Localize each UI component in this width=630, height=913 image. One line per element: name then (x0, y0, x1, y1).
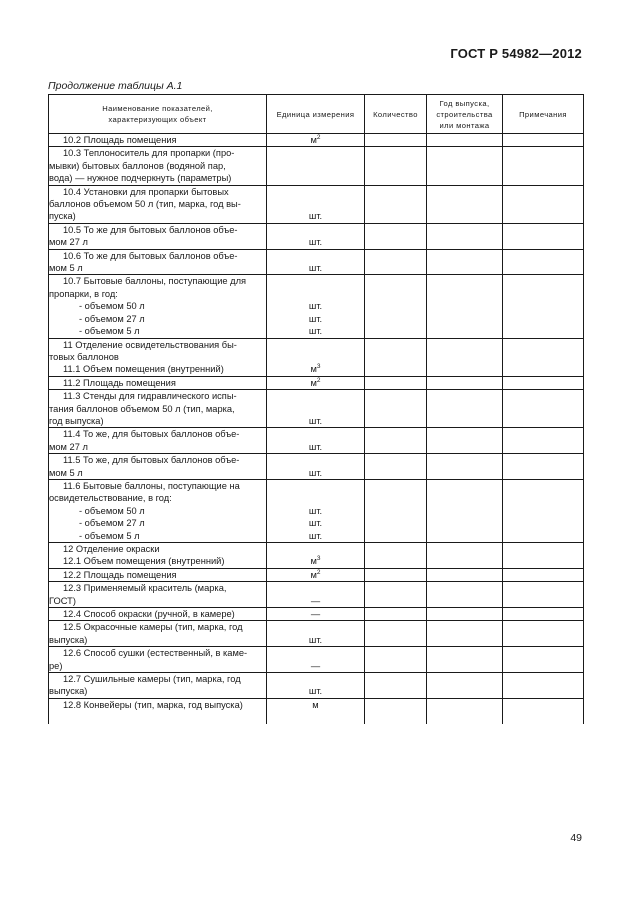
cell-notes (503, 673, 584, 699)
unit-base: м (310, 556, 317, 567)
cell-year (427, 390, 503, 428)
unit-value: — (310, 609, 321, 620)
cell-unit (267, 673, 365, 699)
page-number: 49 (570, 832, 582, 844)
cell-unit (267, 275, 365, 338)
cell-text-line: ГОСТ) (49, 595, 76, 606)
cell-text-line: - объемом 27 л (79, 518, 145, 529)
table-row (49, 147, 584, 185)
cell-unit (267, 376, 365, 389)
unit-value (267, 390, 364, 402)
cell-indicator-name (49, 376, 267, 389)
unit-value (267, 454, 364, 466)
col-header-line: характеризующих объект (108, 115, 207, 124)
cell-text-line: 12.2 Площадь помещения (63, 569, 177, 580)
col-header-line: Примечания (519, 109, 567, 119)
cell-text-line: 10.3 Теплоноситель для пропарки (про- (63, 148, 235, 159)
cell-notes (503, 249, 584, 275)
cell-quantity (365, 454, 427, 480)
unit-value (267, 647, 364, 659)
cell-text-line: 11 Отделение освидетельствования бы- (63, 339, 237, 350)
cell-notes (503, 608, 584, 621)
table-row (49, 608, 584, 621)
unit-value (267, 288, 364, 300)
cell-quantity (365, 568, 427, 581)
cell-text-line: 11.5 То же, для бытовых баллонов объе- (63, 455, 240, 466)
unit-value (267, 134, 364, 146)
unit-value (267, 198, 364, 210)
unit-value: шт. (308, 301, 323, 312)
unit-value (267, 339, 364, 351)
col-header-year (427, 95, 503, 134)
cell-unit (267, 479, 365, 542)
cell-year (427, 223, 503, 249)
cell-text-line: баллонов объемом 50 л (тип, марка, год вы- (49, 199, 241, 210)
cell-indicator-name (49, 454, 267, 480)
cell-unit (267, 543, 365, 569)
unit-base: м (310, 377, 317, 388)
cell-text-line: освидетельствование, в год: (49, 493, 172, 504)
unit-value: шт. (308, 505, 323, 516)
cell-quantity (365, 647, 427, 673)
unit-value: шт. (308, 313, 323, 324)
cell-indicator-name (49, 338, 267, 376)
col-header-line: или монтажа (439, 120, 490, 130)
cell-unit (267, 147, 365, 185)
cell-quantity (365, 608, 427, 621)
cell-year (427, 568, 503, 581)
cell-quantity (365, 275, 427, 338)
cell-text-line: 12.7 Сушильные камеры (тип, марка, год (63, 674, 241, 685)
col-header-line: Наименование показателей, (102, 104, 213, 113)
table-row (49, 390, 584, 428)
cell-text-line: тания баллонов объемом 50 л (тип, марка, (49, 403, 235, 414)
unit-value (267, 555, 364, 567)
unit-value: шт. (308, 263, 323, 274)
cell-notes (503, 698, 584, 723)
unit-value (267, 186, 364, 198)
cell-quantity (365, 134, 427, 147)
table-row (49, 185, 584, 223)
cell-year (427, 621, 503, 647)
cell-year (427, 249, 503, 275)
cell-year (427, 582, 503, 608)
cell-indicator-name (49, 647, 267, 673)
col-header-line: Год выпуска, (439, 98, 490, 108)
col-header-line: Единица измерения (276, 109, 355, 119)
cell-notes (503, 390, 584, 428)
unit-value: шт. (308, 326, 323, 337)
cell-unit (267, 698, 365, 723)
unit-value (267, 582, 364, 594)
cell-quantity (365, 376, 427, 389)
cell-text-line: год выпуска) (49, 415, 104, 426)
unit-value: — (310, 660, 321, 671)
unit-value: шт. (308, 415, 323, 426)
cell-notes (503, 568, 584, 581)
cell-unit (267, 249, 365, 275)
unit-value: шт. (308, 530, 323, 541)
cell-year (427, 608, 503, 621)
cell-unit (267, 338, 365, 376)
cell-notes (503, 185, 584, 223)
cell-notes (503, 223, 584, 249)
cell-indicator-name (49, 608, 267, 621)
cell-unit (267, 428, 365, 454)
cell-quantity (365, 249, 427, 275)
cell-text-line: вода) — нужное подчеркнуть (параметры) (49, 173, 232, 184)
cell-notes (503, 134, 584, 147)
col-header-notes (503, 95, 584, 134)
unit-value (267, 621, 364, 633)
cell-indicator-name (49, 134, 267, 147)
table-row (49, 479, 584, 542)
cell-notes (503, 621, 584, 647)
cell-year (427, 698, 503, 723)
cell-unit (267, 647, 365, 673)
cell-quantity (365, 621, 427, 647)
cell-indicator-name (49, 621, 267, 647)
unit-value (267, 250, 364, 262)
cell-unit (267, 568, 365, 581)
document-standard-header: ГОСТ Р 54982—2012 (450, 46, 582, 61)
cell-quantity (365, 428, 427, 454)
unit-value: шт. (308, 211, 323, 222)
col-header-name (49, 95, 267, 134)
unit-value: шт. (308, 634, 323, 645)
cell-unit (267, 608, 365, 621)
unit-value (267, 492, 364, 504)
table-row (49, 134, 584, 147)
table-row (49, 647, 584, 673)
cell-indicator-name (49, 543, 267, 569)
cell-notes (503, 275, 584, 338)
cell-indicator-name (49, 185, 267, 223)
cell-year (427, 428, 503, 454)
table-row (49, 223, 584, 249)
table-header-row (49, 95, 584, 134)
cell-text-line: 12 Отделение окраски (63, 544, 160, 554)
unit-value (267, 363, 364, 375)
cell-quantity (365, 698, 427, 723)
cell-text-line: 11.3 Стенды для гидравлического испы- (63, 391, 237, 402)
cell-text-line: пуска) (49, 211, 76, 222)
unit-value (267, 351, 364, 363)
cell-quantity (365, 673, 427, 699)
cell-text-line: - объемом 50 л (79, 505, 145, 516)
cell-year (427, 275, 503, 338)
cell-unit (267, 621, 365, 647)
table-row (49, 582, 584, 608)
cell-notes (503, 479, 584, 542)
cell-text-line: ре) (49, 660, 63, 671)
cell-text-line: 12.3 Применяемый краситель (марка, (63, 583, 227, 594)
unit-value (267, 377, 364, 389)
unit-exponent: 3 (316, 555, 321, 563)
cell-text-line: - объемом 27 л (79, 313, 145, 324)
table-continuation-caption: Продолжение таблицы А.1 (48, 80, 183, 92)
table-row (49, 338, 584, 376)
cell-indicator-name (49, 698, 267, 723)
table-row (49, 428, 584, 454)
cell-year (427, 454, 503, 480)
unit-value: — (310, 595, 321, 606)
cell-notes (503, 147, 584, 185)
cell-unit (267, 454, 365, 480)
cell-quantity (365, 147, 427, 185)
cell-text-line: 12.1 Объем помещения (внутренний) (63, 556, 225, 567)
cell-indicator-name (49, 223, 267, 249)
cell-text-line: 11.4 То же, для бытовых баллонов объе- (63, 429, 240, 440)
table-row (49, 568, 584, 581)
unit-value (267, 480, 364, 492)
cell-text-line: выпуска) (49, 686, 88, 697)
cell-year (427, 647, 503, 673)
cell-quantity (365, 543, 427, 569)
cell-text-line: мом 27 л (49, 237, 88, 248)
cell-text-line: 12.8 Конвейеры (тип, марка, год выпуска) (63, 699, 243, 710)
table-row (49, 673, 584, 699)
cell-text-line: мом 5 л (49, 467, 83, 478)
cell-notes (503, 428, 584, 454)
cell-text-line: 12.4 Способ окраски (ручной, в камере) (63, 609, 235, 620)
unit-base: м (310, 364, 317, 375)
unit-exponent: 2 (316, 376, 321, 384)
col-header-quantity (365, 95, 427, 134)
cell-text-line: мывки) бытовых баллонов (водяной пар, (49, 160, 226, 171)
cell-notes (503, 338, 584, 376)
cell-indicator-name (49, 582, 267, 608)
unit-value (267, 403, 364, 415)
cell-year (427, 134, 503, 147)
cell-text-line: товых баллонов (49, 351, 119, 362)
cell-indicator-name (49, 390, 267, 428)
cell-unit (267, 223, 365, 249)
cell-indicator-name (49, 249, 267, 275)
cell-text-line: 10.5 То же для бытовых баллонов объе- (63, 224, 238, 235)
cell-quantity (365, 338, 427, 376)
unit-value: шт. (308, 518, 323, 529)
cell-text-line: - объемом 5 л (79, 326, 140, 337)
table-row (49, 698, 584, 723)
cell-text-line: 10.2 Площадь помещения (63, 135, 177, 145)
table-row (49, 543, 584, 569)
cell-indicator-name (49, 275, 267, 338)
cell-text-line (49, 711, 266, 723)
unit-value (267, 275, 364, 287)
cell-indicator-name (49, 147, 267, 185)
table-row (49, 249, 584, 275)
cell-text-line: 10.4 Установки для пропарки бытовых (63, 186, 229, 197)
cell-year (427, 338, 503, 376)
unit-exponent: 3 (316, 363, 321, 371)
unit-value: шт. (308, 467, 323, 478)
unit-value: шт. (308, 441, 323, 452)
cell-text-line: 11.1 Объем помещения (внутренний) (63, 364, 224, 375)
unit-value (267, 224, 364, 236)
cell-text-line: мом 27 л (49, 441, 88, 452)
cell-text-line: пропарки, в год: (49, 288, 118, 299)
table-row (49, 621, 584, 647)
cell-text-line: 11.6 Бытовые баллоны, поступающие на (63, 480, 240, 491)
unit-value: шт. (308, 237, 323, 248)
unit-exponent: 2 (316, 133, 321, 141)
cell-unit (267, 390, 365, 428)
cell-year (427, 185, 503, 223)
cell-text-line: 11.2 Площадь помещения (63, 377, 176, 388)
cell-quantity (365, 582, 427, 608)
cell-year (427, 147, 503, 185)
cell-unit (267, 185, 365, 223)
cell-notes (503, 543, 584, 569)
cell-indicator-name (49, 428, 267, 454)
unit-base: м (310, 135, 317, 145)
cell-text-line: выпуска) (49, 634, 88, 645)
cell-unit (267, 134, 365, 147)
unit-exponent: 2 (316, 568, 321, 576)
unit-value (267, 543, 364, 555)
table-body (49, 134, 584, 724)
cell-notes (503, 454, 584, 480)
cell-text-line: 12.5 Окрасочные камеры (тип, марка, год (63, 622, 243, 633)
cell-indicator-name (49, 568, 267, 581)
cell-indicator-name (49, 673, 267, 699)
cell-year (427, 479, 503, 542)
unit-value (267, 569, 364, 581)
cell-quantity (365, 390, 427, 428)
cell-year (427, 543, 503, 569)
col-header-line: строительства (436, 109, 493, 119)
cell-text-line: 12.6 Способ сушки (естественный, в каме- (63, 648, 248, 659)
cell-text-line: - объемом 5 л (79, 530, 140, 541)
cell-notes (503, 647, 584, 673)
col-header-unit (267, 95, 365, 134)
col-header-line: Количество (373, 109, 418, 119)
table-row (49, 454, 584, 480)
cell-text-line: 10.7 Бытовые баллоны, поступающие для (63, 276, 247, 287)
unit-value: шт. (308, 686, 323, 697)
cell-year (427, 673, 503, 699)
cell-notes (503, 582, 584, 608)
cell-quantity (365, 185, 427, 223)
data-table (48, 94, 584, 724)
table-row (49, 275, 584, 338)
unit-value: м (312, 699, 319, 710)
unit-value (267, 673, 364, 685)
table-row (49, 376, 584, 389)
cell-text-line: 10.6 То же для бытовых баллонов объе- (63, 250, 238, 261)
cell-indicator-name (49, 479, 267, 542)
unit-base: м (310, 569, 317, 580)
cell-notes (503, 376, 584, 389)
unit-value (267, 428, 364, 440)
cell-quantity (365, 479, 427, 542)
cell-quantity (365, 223, 427, 249)
cell-text-line: мом 5 л (49, 263, 83, 274)
cell-text-line: - объемом 50 л (79, 301, 145, 312)
cell-year (427, 376, 503, 389)
cell-unit (267, 582, 365, 608)
